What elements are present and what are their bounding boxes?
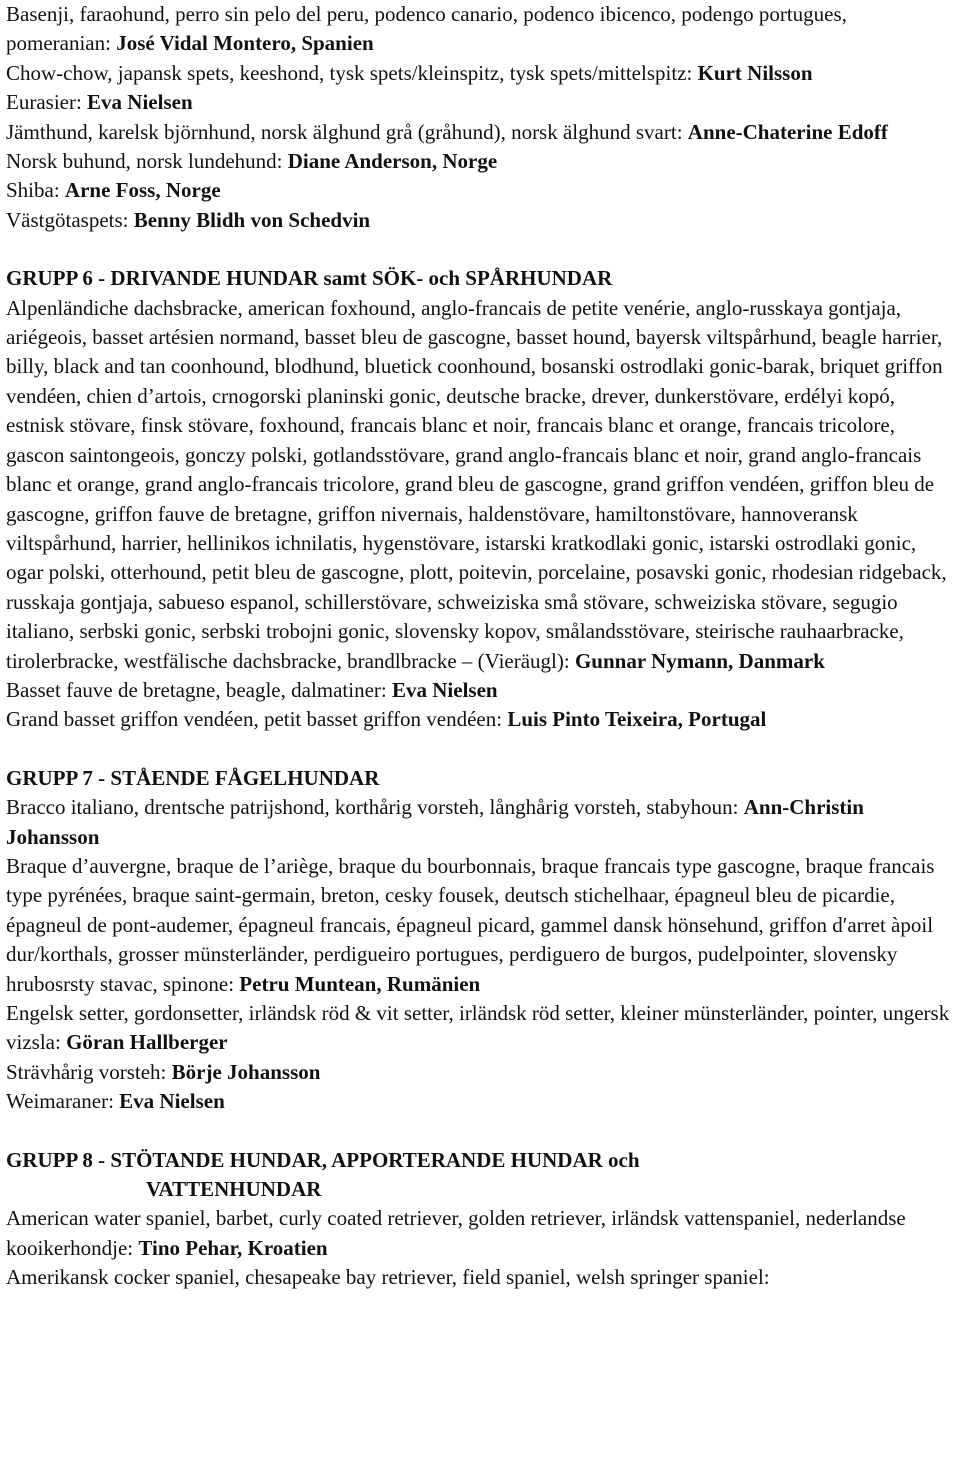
breed-list: Norsk buhund, norsk lundehund:	[6, 149, 288, 174]
group-title-continued: VATTENHUNDAR	[146, 1177, 322, 1202]
breed-list: Basenji, faraohund, perro sin pelo del peru, podenco canario, podenco ibicenco, podengo portugues, pomeranian:	[6, 2, 847, 56]
breed-list: Strävhårig vorsteh:	[6, 1059, 172, 1084]
breed-entry	[6, 705, 956, 734]
judge-name: Diane Anderson, Norge	[287, 149, 498, 174]
breed-list: Basset fauve de bretagne, beagle, dalmatiner:	[6, 677, 392, 702]
group-title: GRUPP 6 - DRIVANDE HUNDAR samt SÖK- och SPÅRHUNDAR	[6, 266, 613, 291]
breed-entry	[6, 176, 956, 205]
breed-list: Braque d’auvergne, braque de l’ariège, braque du bourbonnais, braque francais type gascogne, braque francais type pyrénées, braque saint-germain, breton, cesky fousek, deutsch stichelhaar, épagneul bleu de picardie, épagneul de pont-audemer, épagneul francais, épagneul picard, gammel dansk hönsehund, griffon d′arret àpoil dur/korthals, grosser münsterländer, perdigueiro portugues, perdiguero de burgos, pudelpointer, slovensky hrubosrsty stavac, spinone:	[6, 853, 935, 996]
breed-entry	[6, 1204, 956, 1263]
judge-name: José Vidal Montero, Spanien	[116, 31, 374, 56]
judge-name: Eva Nielsen	[392, 677, 498, 702]
breed-entry	[6, 676, 956, 705]
breed-list: Chow-chow, japansk spets, keeshond, tysk spets/kleinspitz, tysk spets/mittelspitz:	[6, 60, 698, 85]
breed-entry	[6, 0, 956, 59]
breed-entry	[6, 1263, 956, 1292]
breed-list: Engelsk setter, gordonsetter, irländsk röd & vit setter, irländsk röd setter, kleiner münsterländer, pointer, ungersk vizsla:	[6, 1001, 950, 1055]
group-6-section	[6, 264, 956, 735]
judge-name: Petru Muntean, Rumänien	[239, 971, 481, 996]
breed-entry	[6, 852, 956, 999]
breed-entry	[6, 999, 956, 1058]
judge-name: Benny Blidh von Schedvin	[133, 207, 371, 232]
judge-name: Eva Nielsen	[119, 1089, 225, 1114]
breed-entry	[6, 118, 956, 147]
breed-entry	[6, 88, 956, 117]
breed-entry	[6, 1087, 956, 1116]
judge-name: Gunnar Nymann, Danmark	[574, 648, 825, 673]
breed-list: Amerikansk cocker spaniel, chesapeake bay retriever, field spaniel, welsh springer spaniel:	[6, 1265, 770, 1290]
intro-section	[6, 0, 956, 235]
breed-entry	[6, 147, 956, 176]
breed-list: Shiba:	[6, 178, 65, 203]
group-7-section	[6, 764, 956, 1117]
breed-list: Bracco italiano, drentsche patrijshond, korthårig vorsteh, långhårig vorsteh, stabyhoun:	[6, 795, 744, 820]
breed-list: Grand basset griffon vendéen, petit basset griffon vendéen:	[6, 707, 508, 732]
breed-list: Weimaraner:	[6, 1089, 120, 1114]
group-title: GRUPP 7 - STÅENDE FÅGELHUNDAR	[6, 765, 380, 790]
judge-name: Ann-Christin Johansson	[6, 795, 864, 849]
breed-list: Eurasier:	[6, 90, 88, 115]
breed-entry	[6, 793, 956, 852]
breed-list: Alpenländiche dachsbracke, american foxhound, anglo-francais de petite venérie, anglo-russkaya gontjaja, ariégeois, basset artésien normand, basset bleu de gascogne, basset hound, bayersk viltspårhund, beagle harrier, billy, black and tan coonhound, blodhund, bluetick coonhound, bosanski ostrodlaki gonic-barak, briquet griffon vendéen, chien d’artois, crnogorski planinski gonic, deutsche bracke, drever, dunkerstövare, erdélyi kopó, estnisk stövare, finsk stövare, foxhound, francais blanc et noir, francais blanc et orange, francais tricolore, gascon saintongeois, gonczy polski, gotlandsstövare, grand anglo-francais blanc et noir, grand anglo-francais blanc et orange, grand anglo-francais tricolore, grand bleu de gascogne, grand griffon vendéen, griffon bleu de gascogne, griffon fauve de bretagne, griffon nivernais, haldenstövare, hamiltonstövare, hannoveransk viltspårhund, harrier, hellinikos ichnilatis, hygenstövare, istarski kratkodlaki gonic, istarski ostrodlaki gonic, ogar polski, otterhound, petit bleu de gascogne, plott, poitevin, porcelaine, posavski gonic, rhodesian ridgeback, russkaja gontjaja, sabueso espanol, schillerstövare, schweiziska små stövare, schweiziska stövare, segugio italiano, serbski gonic, serbski trobojni gonic, slovensky kopov, smålandsstövare, steirische rauhaarbracke, tirolerbracke, westfälische dachsbracke, brandlbracke – (Vieräugl):	[6, 295, 947, 673]
group-title: GRUPP 8 - STÖTANDE HUNDAR, APPORTERANDE HUNDAR och	[6, 1147, 640, 1172]
judge-name: Anne-Chaterine Edoff	[687, 119, 888, 144]
judge-name: Börje Johansson	[171, 1059, 321, 1084]
judge-name: Göran Hallberger	[66, 1030, 228, 1055]
breed-entry	[6, 294, 956, 676]
group-7-heading	[6, 764, 956, 793]
breed-entry	[6, 206, 956, 235]
group-8-heading	[6, 1146, 956, 1205]
judge-name: Arne Foss, Norge	[64, 178, 221, 203]
group-6-heading	[6, 264, 956, 293]
judge-name: Eva Nielsen	[87, 90, 193, 115]
judge-name: Luis Pinto Teixeira, Portugal	[507, 707, 767, 732]
breed-entry	[6, 1058, 956, 1087]
breed-list: American water spaniel, barbet, curly coated retriever, golden retriever, irländsk vattenspaniel, nederlandse kooikerhondje:	[6, 1206, 906, 1260]
breed-entry	[6, 59, 956, 88]
group-8-section	[6, 1146, 956, 1293]
judge-name: Tino Pehar, Kroatien	[138, 1235, 328, 1260]
breed-list: Västgötaspets:	[6, 207, 134, 232]
judge-name: Kurt Nilsson	[697, 60, 813, 85]
breed-list: Jämthund, karelsk björnhund, norsk älghund grå (gråhund), norsk älghund svart:	[6, 119, 688, 144]
